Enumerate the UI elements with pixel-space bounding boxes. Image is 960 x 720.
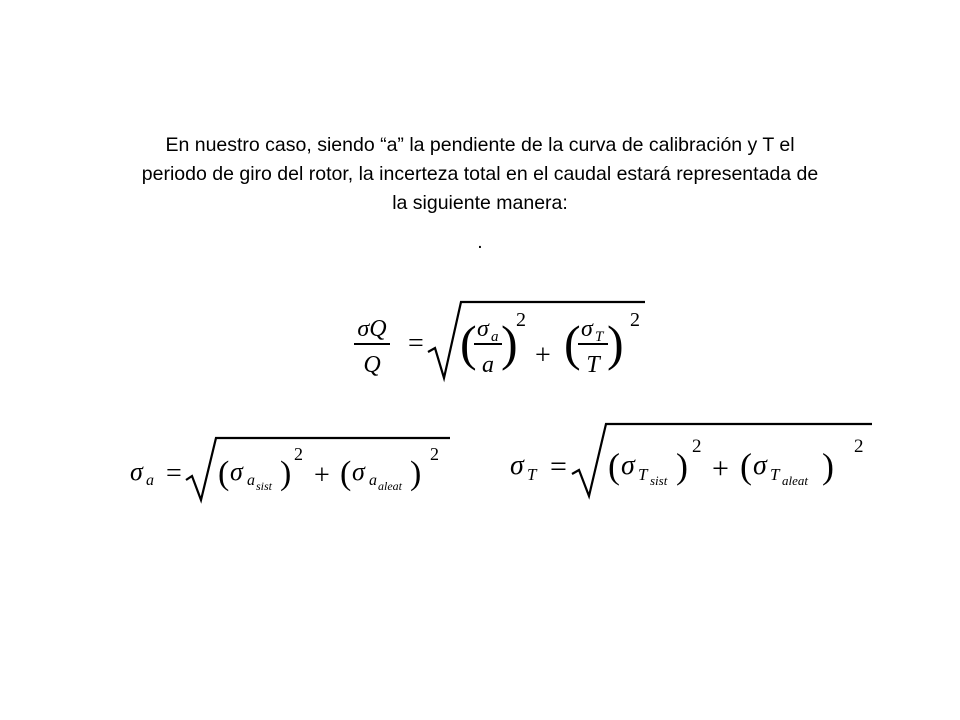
eq-a-paren-open-1: (	[218, 455, 230, 492]
paragraph-line-3: la siguiente manera:	[392, 192, 568, 214]
eq-t-lhs-sub: T	[527, 465, 537, 484]
eq-a-t2: σ	[352, 457, 365, 486]
body-paragraph	[60, 131, 900, 218]
eq-main-plus: +	[535, 340, 551, 371]
eq-a-paren-open-2: (	[340, 455, 352, 492]
eq-main-lhs-numerator: σQ	[357, 316, 387, 342]
eq-t-equals: =	[550, 450, 567, 483]
eq-a-t1: σ	[230, 457, 243, 486]
eq-t-paren-close-2: )	[822, 446, 834, 486]
equation-relative-uncertainty	[340, 298, 650, 382]
trailing-dot: .	[477, 231, 483, 253]
eq-main-exponent-1: 2	[516, 309, 526, 331]
eq-a-t2-subsub: aleat	[378, 479, 402, 493]
eq-t-exponent-2: 2	[854, 436, 864, 457]
eq-a-exponent-2: 2	[430, 444, 439, 464]
eq-main-t1-numerator-sub: a	[491, 329, 499, 345]
eq-main-t1-denominator: a	[482, 352, 494, 378]
eq-main-t1-numerator: σ	[477, 316, 489, 342]
eq-main-t2-numerator-sub: T	[595, 329, 604, 345]
eq-main-paren-open-1: (	[460, 315, 477, 371]
eq-main-lhs-denominator: Q	[363, 352, 381, 378]
eq-a-lhs-sub: a	[146, 472, 154, 489]
eq-t-t1: σ	[621, 450, 635, 481]
eq-a-equals: =	[166, 458, 182, 489]
eq-t-paren-close-1: )	[676, 446, 688, 486]
eq-main-paren-open-2: (	[564, 315, 581, 371]
eq-main-paren-close-2: )	[607, 315, 624, 371]
eq-a-paren-close-1: )	[280, 455, 292, 492]
equation-sigma-t	[508, 420, 876, 500]
eq-t-t1-subsub: sist	[650, 473, 668, 488]
eq-t-plus: +	[712, 452, 729, 485]
eq-main-t2-numerator: σ	[581, 316, 593, 342]
eq-main-paren-close-1: )	[501, 315, 518, 371]
eq-a-t1-subsub: sist	[256, 479, 273, 493]
paragraph-line-2: periodo de giro del rotor, la incerteza total en el caudal estará representada de	[141, 163, 819, 185]
eq-t-lhs: σ	[510, 450, 524, 481]
eq-a-t2-sub: a	[369, 472, 377, 489]
eq-a-paren-close-2: )	[410, 455, 422, 492]
eq-main-exponent-2: 2	[630, 309, 640, 331]
eq-a-exponent-1: 2	[294, 444, 303, 464]
eq-t-t1-sub: T	[638, 465, 648, 484]
eq-main-equals: =	[408, 328, 424, 359]
eq-t-t2: σ	[753, 450, 767, 481]
eq-t-t2-sub: T	[770, 465, 780, 484]
eq-t-paren-open-1: (	[608, 446, 620, 486]
equation-sigma-a	[128, 434, 454, 504]
eq-t-paren-open-2: (	[740, 446, 752, 486]
eq-a-plus: +	[314, 460, 330, 491]
eq-a-lhs: σ	[130, 457, 143, 486]
eq-t-exponent-1: 2	[692, 436, 702, 457]
eq-t-t2-subsub: aleat	[782, 473, 808, 488]
paragraph-line-1: En nuestro caso, siendo “a” la pendiente de la curva de calibración y T el	[165, 134, 795, 156]
eq-a-t1-sub: a	[247, 472, 255, 489]
eq-main-t2-denominator: T	[586, 352, 600, 378]
